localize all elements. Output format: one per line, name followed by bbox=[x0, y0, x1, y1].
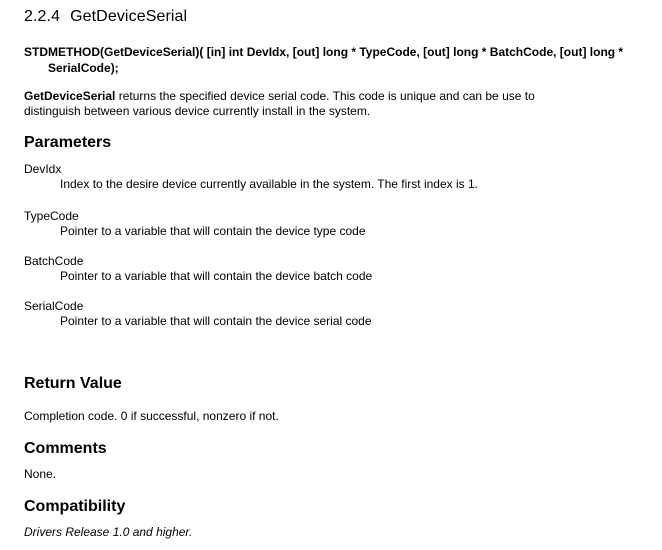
function-signature-line2: SerialCode); bbox=[48, 61, 119, 75]
param-description: Pointer to a variable that will contain the device serial code bbox=[60, 314, 372, 328]
description-line2: distinguish between various device currently install in the system. bbox=[24, 104, 371, 118]
section-name: GetDeviceSerial bbox=[70, 8, 188, 25]
param-name: BatchCode bbox=[24, 254, 84, 268]
section-number: 2.2.4 bbox=[24, 8, 61, 25]
parameters-heading: Parameters bbox=[24, 134, 112, 151]
description-function-name: GetDeviceSerial bbox=[24, 89, 116, 103]
param-description: Pointer to a variable that will contain the device batch code bbox=[60, 269, 373, 283]
description-line1 bbox=[24, 89, 535, 104]
comments-heading: Comments bbox=[24, 440, 107, 457]
param-description: Index to the desire device currently available in the system. The first index is 1. bbox=[60, 177, 478, 191]
function-signature-line1: STDMETHOD(GetDeviceSerial)( [in] int DevIdx, [out] long * TypeCode, [out] long * BatchCode, [out] long * bbox=[24, 45, 624, 59]
param-description: Pointer to a variable that will contain the device type code bbox=[60, 224, 366, 238]
param-name: SerialCode bbox=[24, 299, 84, 313]
compatibility-heading: Compatibility bbox=[24, 498, 126, 515]
compatibility-text: Drivers Release 1.0 and higher. bbox=[24, 525, 193, 539]
return-value-heading: Return Value bbox=[24, 375, 122, 392]
comments-text: None. bbox=[24, 467, 57, 481]
param-name: DevIdx bbox=[24, 162, 62, 176]
description-text: returns the specified device serial code. This code is unique and can be use to bbox=[115, 89, 535, 103]
return-value-text: Completion code. 0 if successful, nonzero if not. bbox=[24, 409, 279, 423]
param-name: TypeCode bbox=[24, 209, 79, 223]
section-title bbox=[24, 8, 187, 26]
